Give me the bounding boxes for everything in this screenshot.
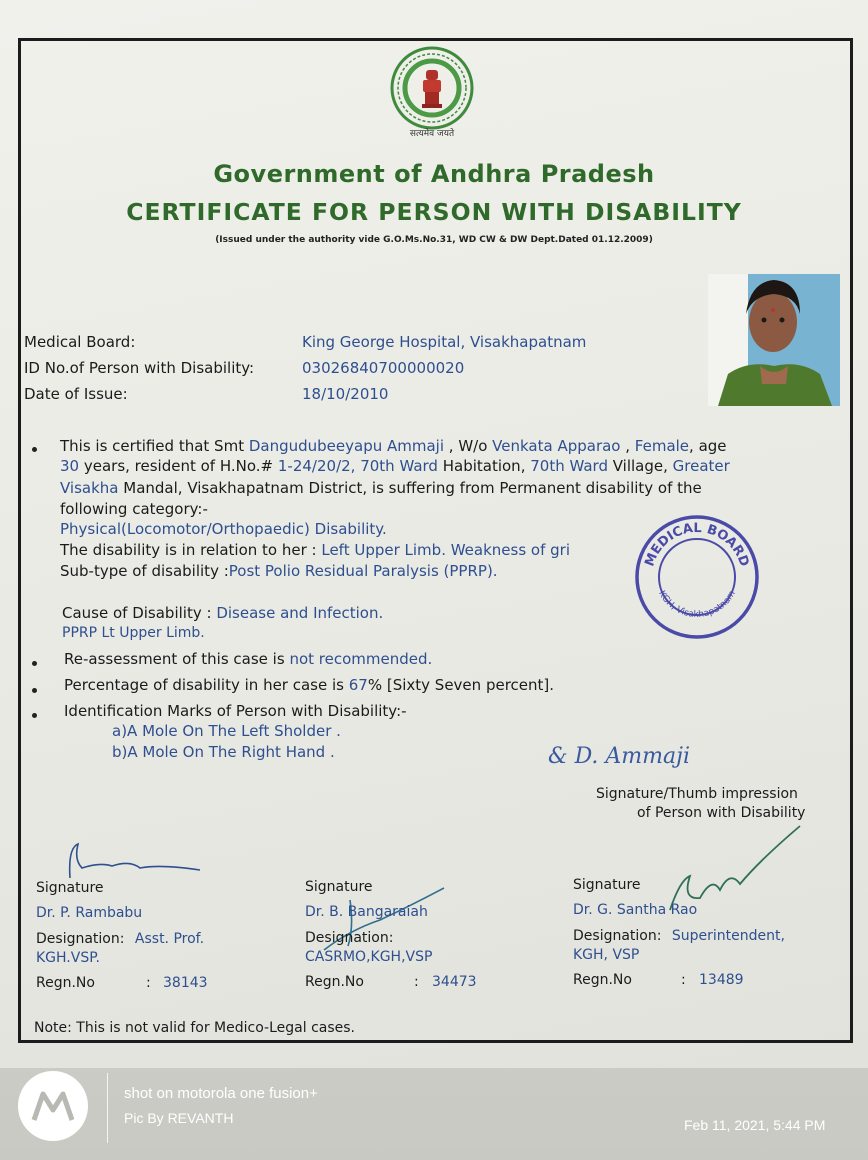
text: years, resident of H.No.# [79,457,278,475]
text: , age [689,437,727,455]
signatory-2-signature-label: Signature [305,879,373,895]
designation-label: Designation: [36,931,129,947]
age: 30 [60,457,80,475]
ap-emblem-icon [388,46,476,142]
signatory-2-designation-line-2: CASRMO,KGH,VSP [305,949,433,965]
percentage-value: 67 [348,676,368,694]
disability-category: Physical(Locomotor/Orthopaedic) Disability. [60,520,387,538]
text: Sub-type of disability : [60,562,229,580]
subtype-value: Post Polio Residual Paralysis (PPRP). [228,562,498,580]
person-name: Dangudubeeyapu Ammaji [248,437,445,455]
percentage-line [64,676,554,694]
signatory-3-designation [573,928,785,944]
mandal: Visakha [60,479,119,497]
signature-caption-2: of Person with Disability [637,805,806,821]
bullet [32,661,37,666]
signatory-3-regn-sep: : [681,972,686,988]
text: Village, [607,457,673,475]
stamp-text-top: MEDICAL BOARD [642,520,752,569]
certify-line-3 [60,479,702,497]
medical-board-stamp [632,512,762,642]
text: Cause of Disability : [62,604,217,622]
svg-text:KGH, Visakhapatnam [656,589,738,620]
cause-of-disability [62,604,383,622]
emblem-motto: सत्यमेव जयते [409,129,455,139]
signatory-2-regn-label: Regn.No [305,974,364,990]
photo-timestamp: Feb 11, 2021, 5:44 PM [684,1117,826,1133]
svg-text:MEDICAL BOARD [642,521,751,569]
certify-line-1 [60,437,727,455]
affected-limb: Left Upper Limb. Weakness of gri [321,541,571,559]
medical-board-label: Medical Board: [24,333,136,351]
signatory-2-name: Dr. B. Bangaraiah [305,904,428,920]
gender: Female [634,437,690,455]
stamp-text-bottom: KGH, Visakhapatnam [656,589,738,620]
designation-value: Asst. Prof. [134,931,205,947]
reassessment-line [64,650,432,668]
identification-marks-heading: Identification Marks of Person with Disability:- [64,702,407,720]
signatory-1-regn-value: 38143 [163,975,208,991]
text: The disability is in relation to her : [60,541,322,559]
date-of-issue-value: 18/10/2010 [302,385,389,403]
village: 70th Ward [530,457,608,475]
bullet [32,713,37,718]
reassessment-value: not recommended. [289,650,433,668]
certify-line-2 [60,457,730,475]
signatory-2-regn-sep: : [414,974,419,990]
signatory-3-regn-label: Regn.No [573,972,632,988]
disability-relation [60,541,570,559]
signatory-3-signature-label: Signature [573,877,641,893]
identification-mark-a: a)A Mole On The Left Sholder . [112,722,341,740]
text: Re-assessment of this case is [64,650,290,668]
certify-line-4: following category:- [60,500,208,518]
house-number: 1-24/20/2, 70th Ward [277,457,438,475]
authority-line: (Issued under the authority vide G.O.Ms.No.31, WD CW & DW Dept.Dated 01.12.2009) [215,235,653,245]
government-title: Government of Andhra Pradesh [213,160,655,188]
signatory-3-designation-line-2: KGH, VSP [573,947,640,963]
signatory-1-regn-label: Regn.No [36,975,95,991]
motorola-logo-icon [18,1071,88,1141]
bullet [32,447,37,452]
husband-name: Venkata Apparao [492,437,621,455]
photo-credit: Pic By REVANTH [124,1110,234,1126]
signatory-2-regn-value: 34473 [432,974,477,990]
designation-label: Designation: [573,928,666,944]
signature-caption-1: Signature/Thumb impression [596,786,798,802]
text: Habitation, [437,457,531,475]
signatory-1-signature-label: Signature [36,880,104,896]
certificate-title: CERTIFICATE FOR PERSON WITH DISABILITY [126,198,742,226]
text: , [620,437,635,455]
designation-value: Superintendent, [671,928,785,944]
text: Mandal, Visakhapatnam District, is suffering from Permanent disability of the [118,479,702,497]
signatory-1-regn-sep: : [146,975,151,991]
bullet [32,688,37,693]
disability-subtype [60,562,498,580]
watermark-divider [107,1073,108,1143]
signatory-1-designation [36,931,204,947]
text: This is certified that Smt [60,437,249,455]
signatory-2-designation [305,930,393,946]
text: % [Sixty Seven percent]. [367,676,555,694]
signatory-3-regn-value: 13489 [699,972,744,988]
id-number-value: 03026840700000020 [302,359,465,377]
person-photo [708,274,840,406]
medical-board-value: King George Hospital, Visakhapatnam [302,333,587,351]
device-watermark: shot on motorola one fusion+ [124,1085,318,1102]
cause-note: PPRP Lt Upper Limb. [62,625,205,641]
signatory-1-name: Dr. P. Rambabu [36,905,143,921]
person-signature: & D. Ammaji [548,744,691,769]
identification-mark-b: b)A Mole On The Right Hand . [112,743,335,761]
text: , W/o [444,437,493,455]
id-number-label: ID No.of Person with Disability: [24,359,255,377]
designation-label: Designation: [305,930,394,946]
legal-note: Note: This is not valid for Medico-Legal cases. [34,1020,356,1036]
date-of-issue-label: Date of Issue: [24,385,128,403]
signatory-3-name: Dr. G. Santha Rao [573,902,698,918]
cause-value: Disease and Infection. [216,604,384,622]
signatory-1-designation-line-2: KGH.VSP. [36,950,100,966]
text: Percentage of disability in her case is [64,676,349,694]
mandal-part: Greater [672,457,730,475]
